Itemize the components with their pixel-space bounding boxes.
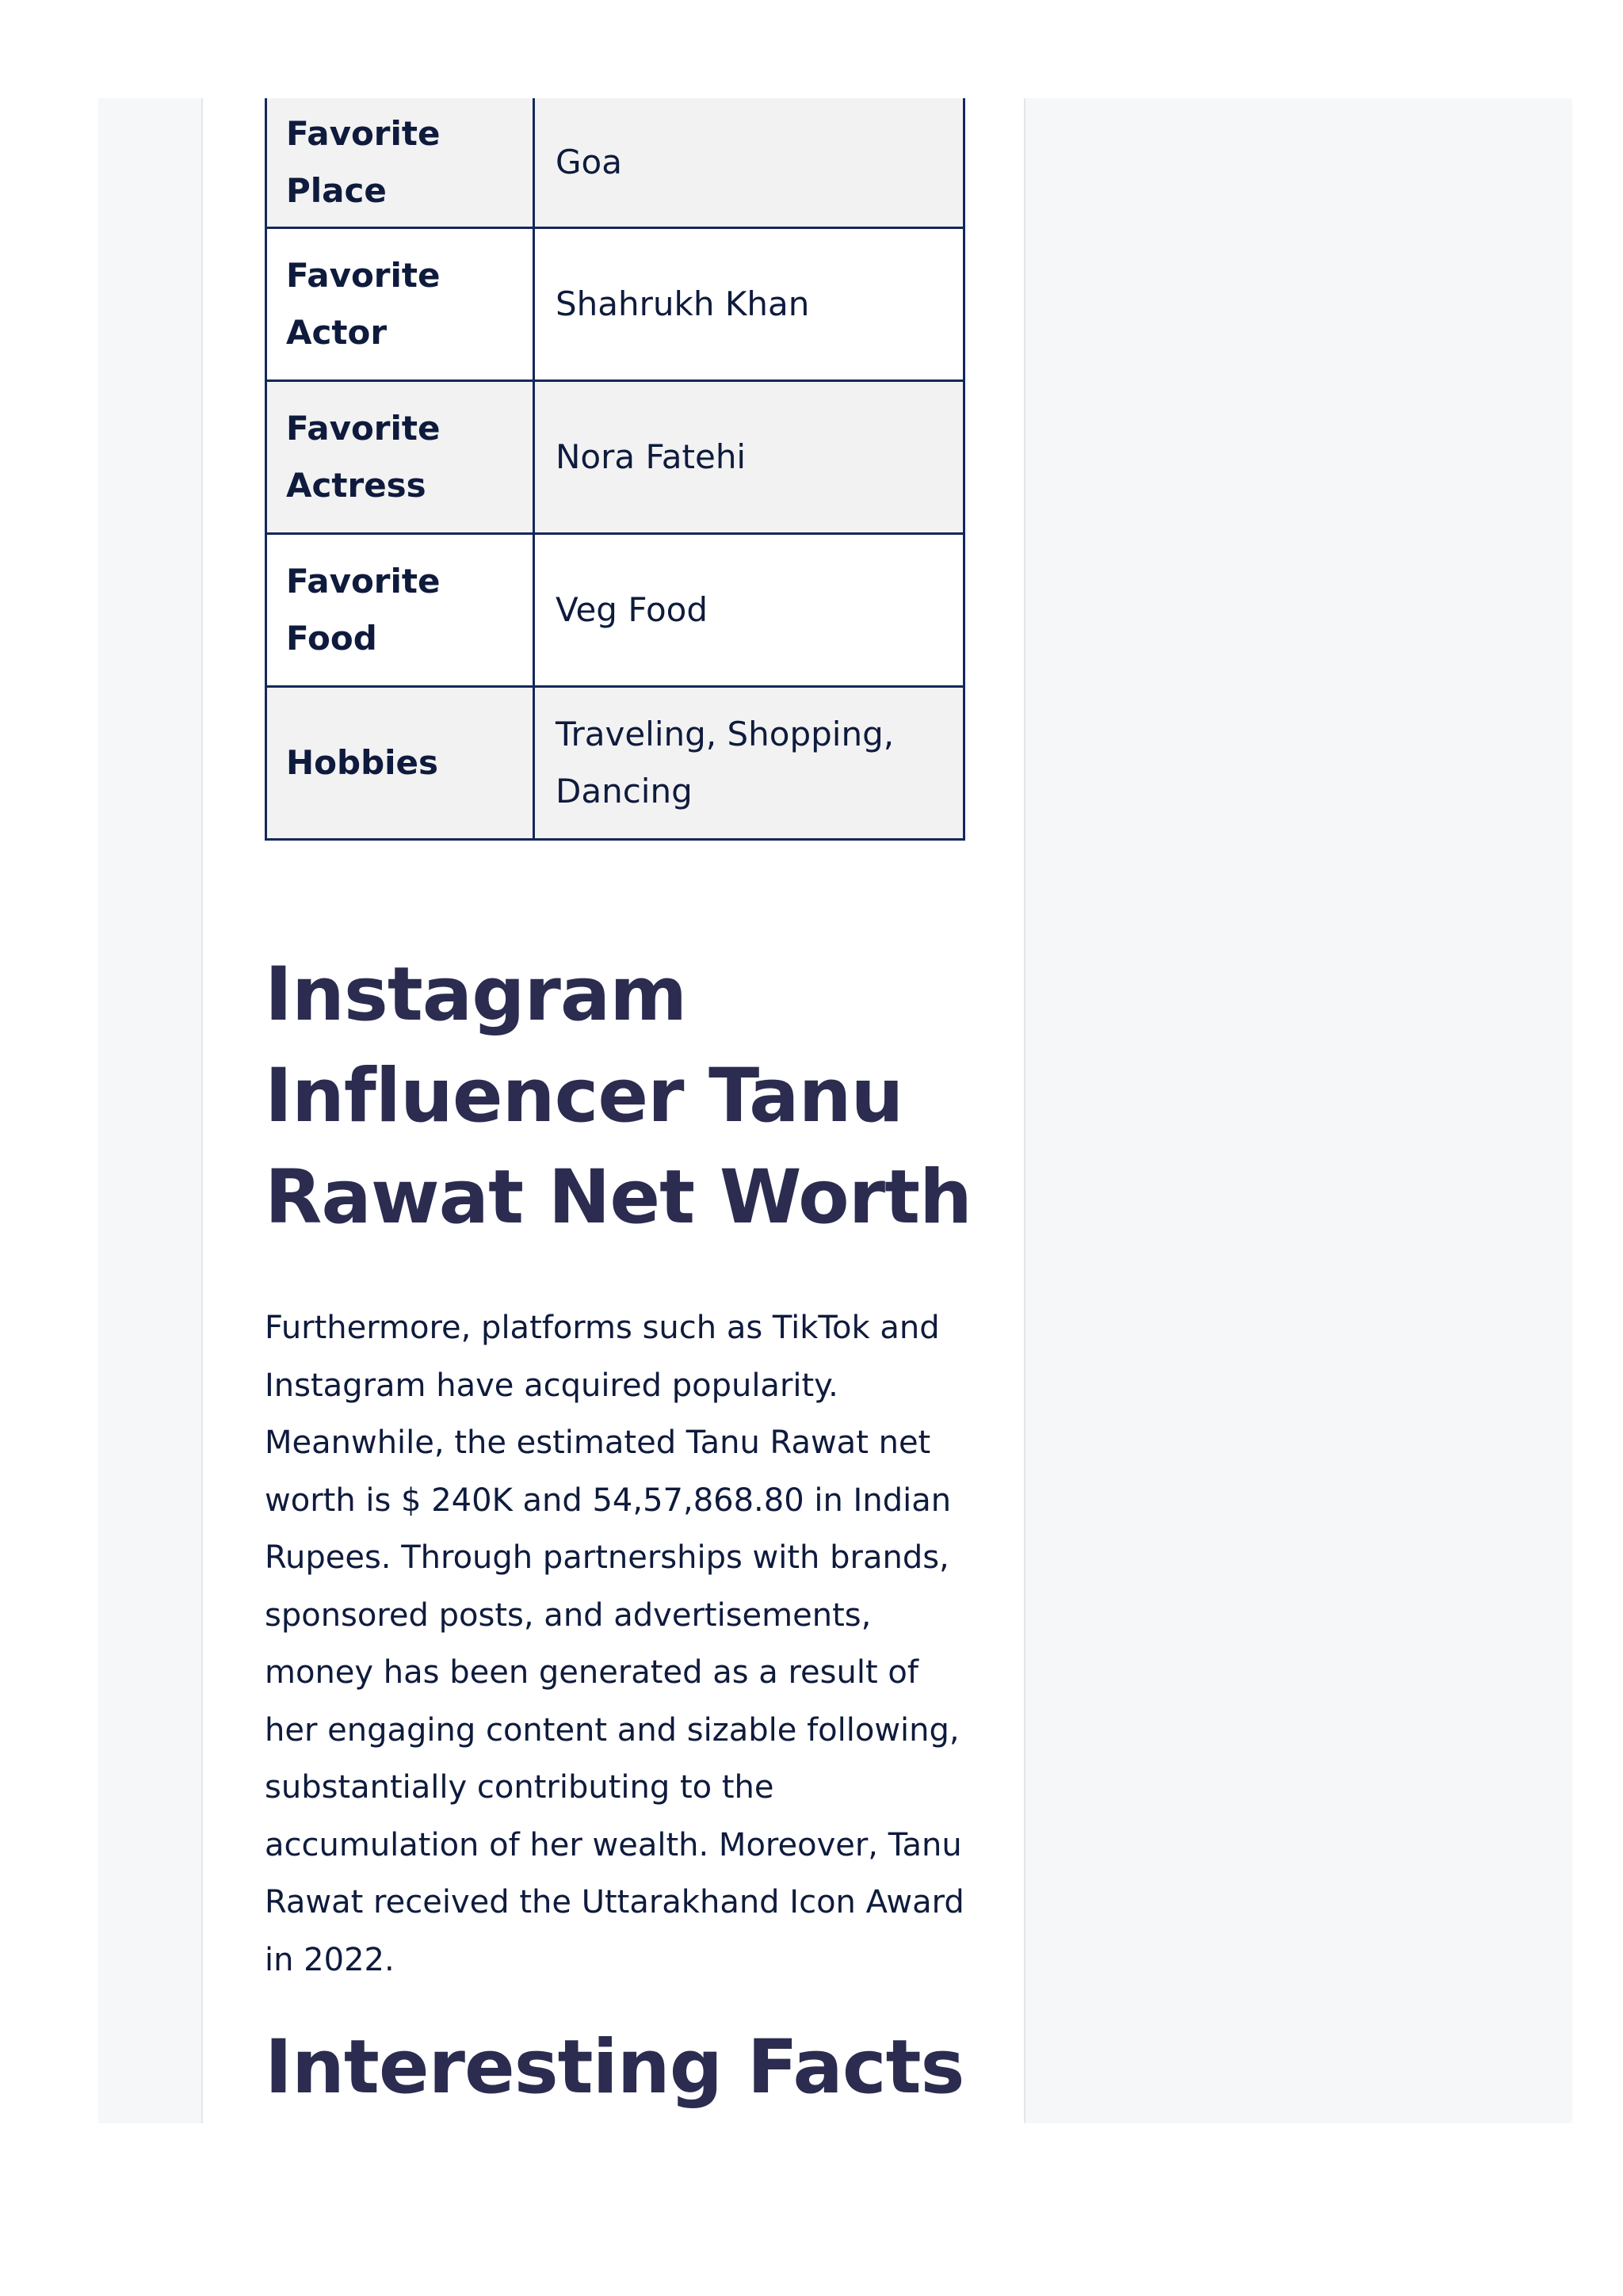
table-row bbox=[266, 686, 964, 839]
personal-favorites-table bbox=[265, 98, 965, 841]
table-row-label: Favorite Actress bbox=[266, 380, 534, 533]
table-row-value: Shahrukh Khan bbox=[534, 227, 964, 380]
interesting-facts-heading: Interesting Facts bbox=[265, 2024, 964, 2111]
table-row bbox=[266, 98, 964, 227]
net-worth-heading: Instagram Influencer Tanu Rawat Net Worth bbox=[265, 952, 972, 1241]
table-row bbox=[266, 380, 964, 533]
table-row-value: Veg Food bbox=[534, 533, 964, 686]
table-row-value: Nora Fatehi bbox=[534, 380, 964, 533]
table-row bbox=[266, 533, 964, 686]
table-row-value: Goa bbox=[534, 98, 964, 227]
net-worth-paragraph: Furthermore, platforms such as TikTok and Instagram have acquired popularity. Meanwhile, the estimated Tanu Rawat net worth is $ 240K and 54,57,868.80 in Indian Rupees. Through partnerships with brands, sponsored posts, and advertisements, money has been generated as a result of her engaging content and sizable following, substantially contributing to the accumulation of her wealth. Moreover, Tanu Rawat received the Uttarakhand Icon Award in 2022. bbox=[265, 1310, 964, 1978]
table-row-value: Traveling, Shopping, Dancing bbox=[534, 686, 964, 839]
table-row-label: Favorite Actor bbox=[266, 227, 534, 380]
table-row-label: Favorite Food bbox=[266, 533, 534, 686]
table-row bbox=[266, 227, 964, 380]
table-row-label: Hobbies bbox=[266, 686, 534, 839]
table-row-label: Favorite Place bbox=[266, 98, 534, 227]
